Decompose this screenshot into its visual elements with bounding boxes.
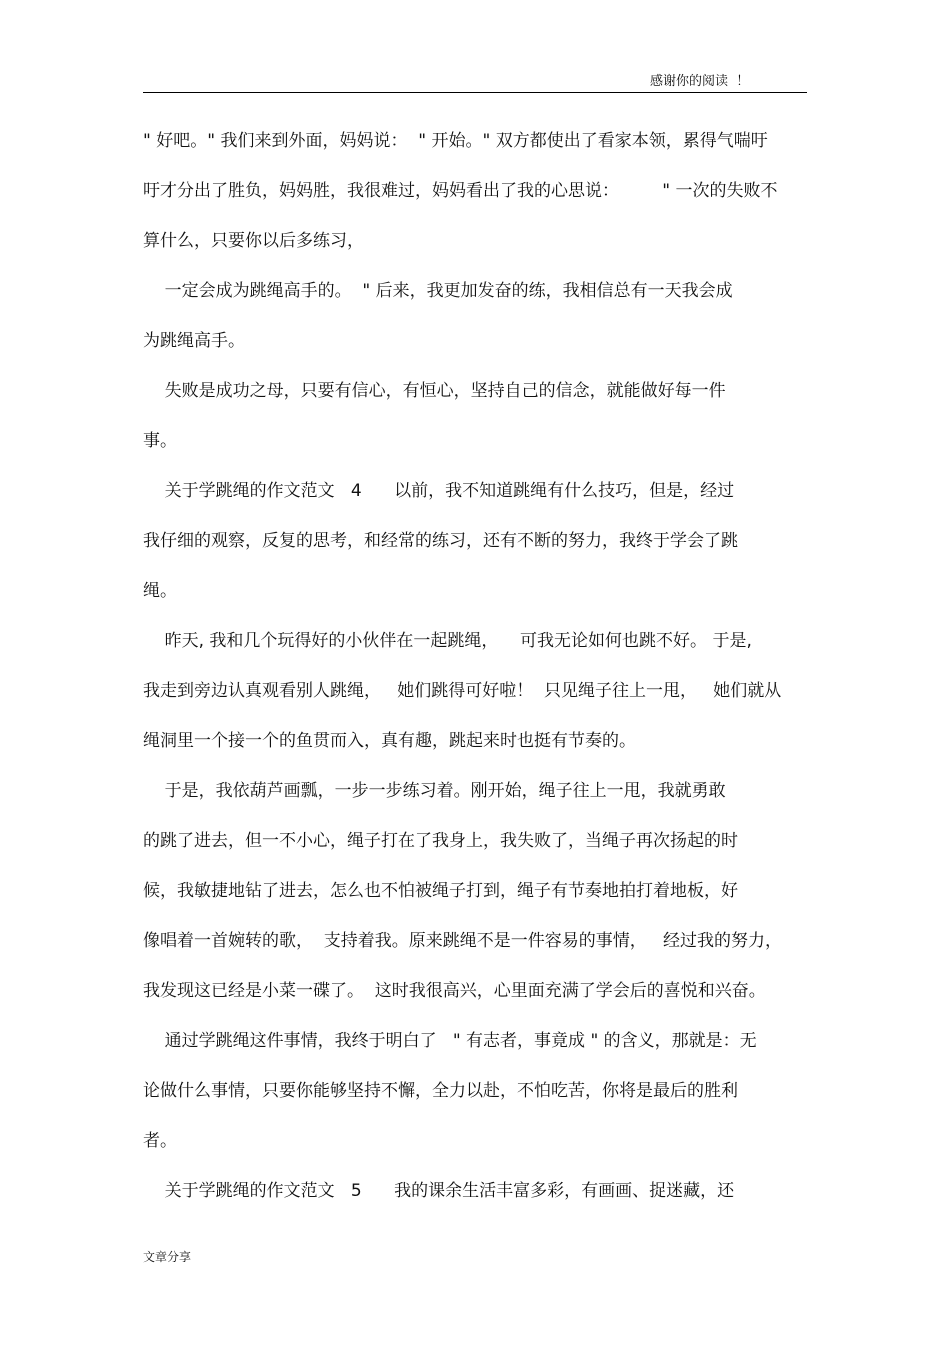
text-line: 我发现这已经是小菜一碟了。 这时我很高兴，心里面充满了学会后的喜悦和兴奋。 [143,981,766,1001]
text-line: 的跳了进去，但一不小心，绳子打在了我身上，我失败了，当绳子再次扬起的时 [143,831,738,851]
text-line: 算什么，只要你以后多练习， [143,231,364,251]
text-line: 为跳绳高手。 [143,331,245,351]
text-line: " 好吧。" 我们来到外面，妈妈说： " 开始。" 双方都使出了看家本领，累得气喘吁 [143,131,768,151]
text-line: 绳洞里一个接一个的鱼贯而入，真有趣，跳起来时也挺有节奏的。 [143,731,636,751]
text-line: 事。 [143,431,177,451]
text-line: 吁才分出了胜负，妈妈胜，我很难过，妈妈看出了我的心思说： " 一次的失败不 [143,181,778,201]
text-line: 论做什么事情，只要你能够坚持不懈，全力以赴，不怕吃苦，你将是最后的胜利 [143,1081,738,1101]
text-line: 关于学跳绳的作文范文 4 以前，我不知道跳绳有什么技巧，但是，经过 [143,481,735,501]
text-line: 于是，我依葫芦画瓢，一步一步练习着。刚开始，绳子往上一甩，我就勇敢 [143,781,726,801]
text-line: 失败是成功之母，只要有信心，有恒心，坚持自己的信念，就能做好每一件 [143,381,726,401]
text-line: 我仔细的观察，反复的思考，和经常的练习，还有不断的努力，我终于学会了跳 [143,531,738,551]
page-footer: 文章分享 [143,1250,192,1264]
text-line: 关于学跳绳的作文范文 5 我的课余生活丰富多彩，有画画、捉迷藏，还 [143,1181,735,1201]
text-line: 像唱着一首婉转的歌， 支持着我。原来跳绳不是一件容易的事情， 经过我的努力， [143,931,783,951]
text-line: 者。 [143,1131,177,1151]
text-line: 一定会成为跳绳高手的。 " 后来，我更加发奋的练，我相信总有一天我会成 [143,281,733,301]
text-line: 我走到旁边认真观看别人跳绳， 她们跳得可好啦！ 只见绳子往上一甩， 她们就从 [143,681,782,701]
text-line: 通过学跳绳这件事情，我终于明白了 " 有志者，事竟成 " 的含义，那就是：无 [143,1031,757,1051]
text-line: 绳。 [143,581,177,601]
header-divider [143,92,807,93]
text-line: 候，我敏捷地钻了进去，怎么也不怕被绳子打到，绳子有节奏地拍打着地板，好 [143,881,738,901]
text-line: 昨天, 我和几个玩得好的小伙伴在一起跳绳， 可我无论如何也跳不好。 于是, [143,631,752,651]
header-text: 感谢你的阅读 ！ [650,74,750,89]
